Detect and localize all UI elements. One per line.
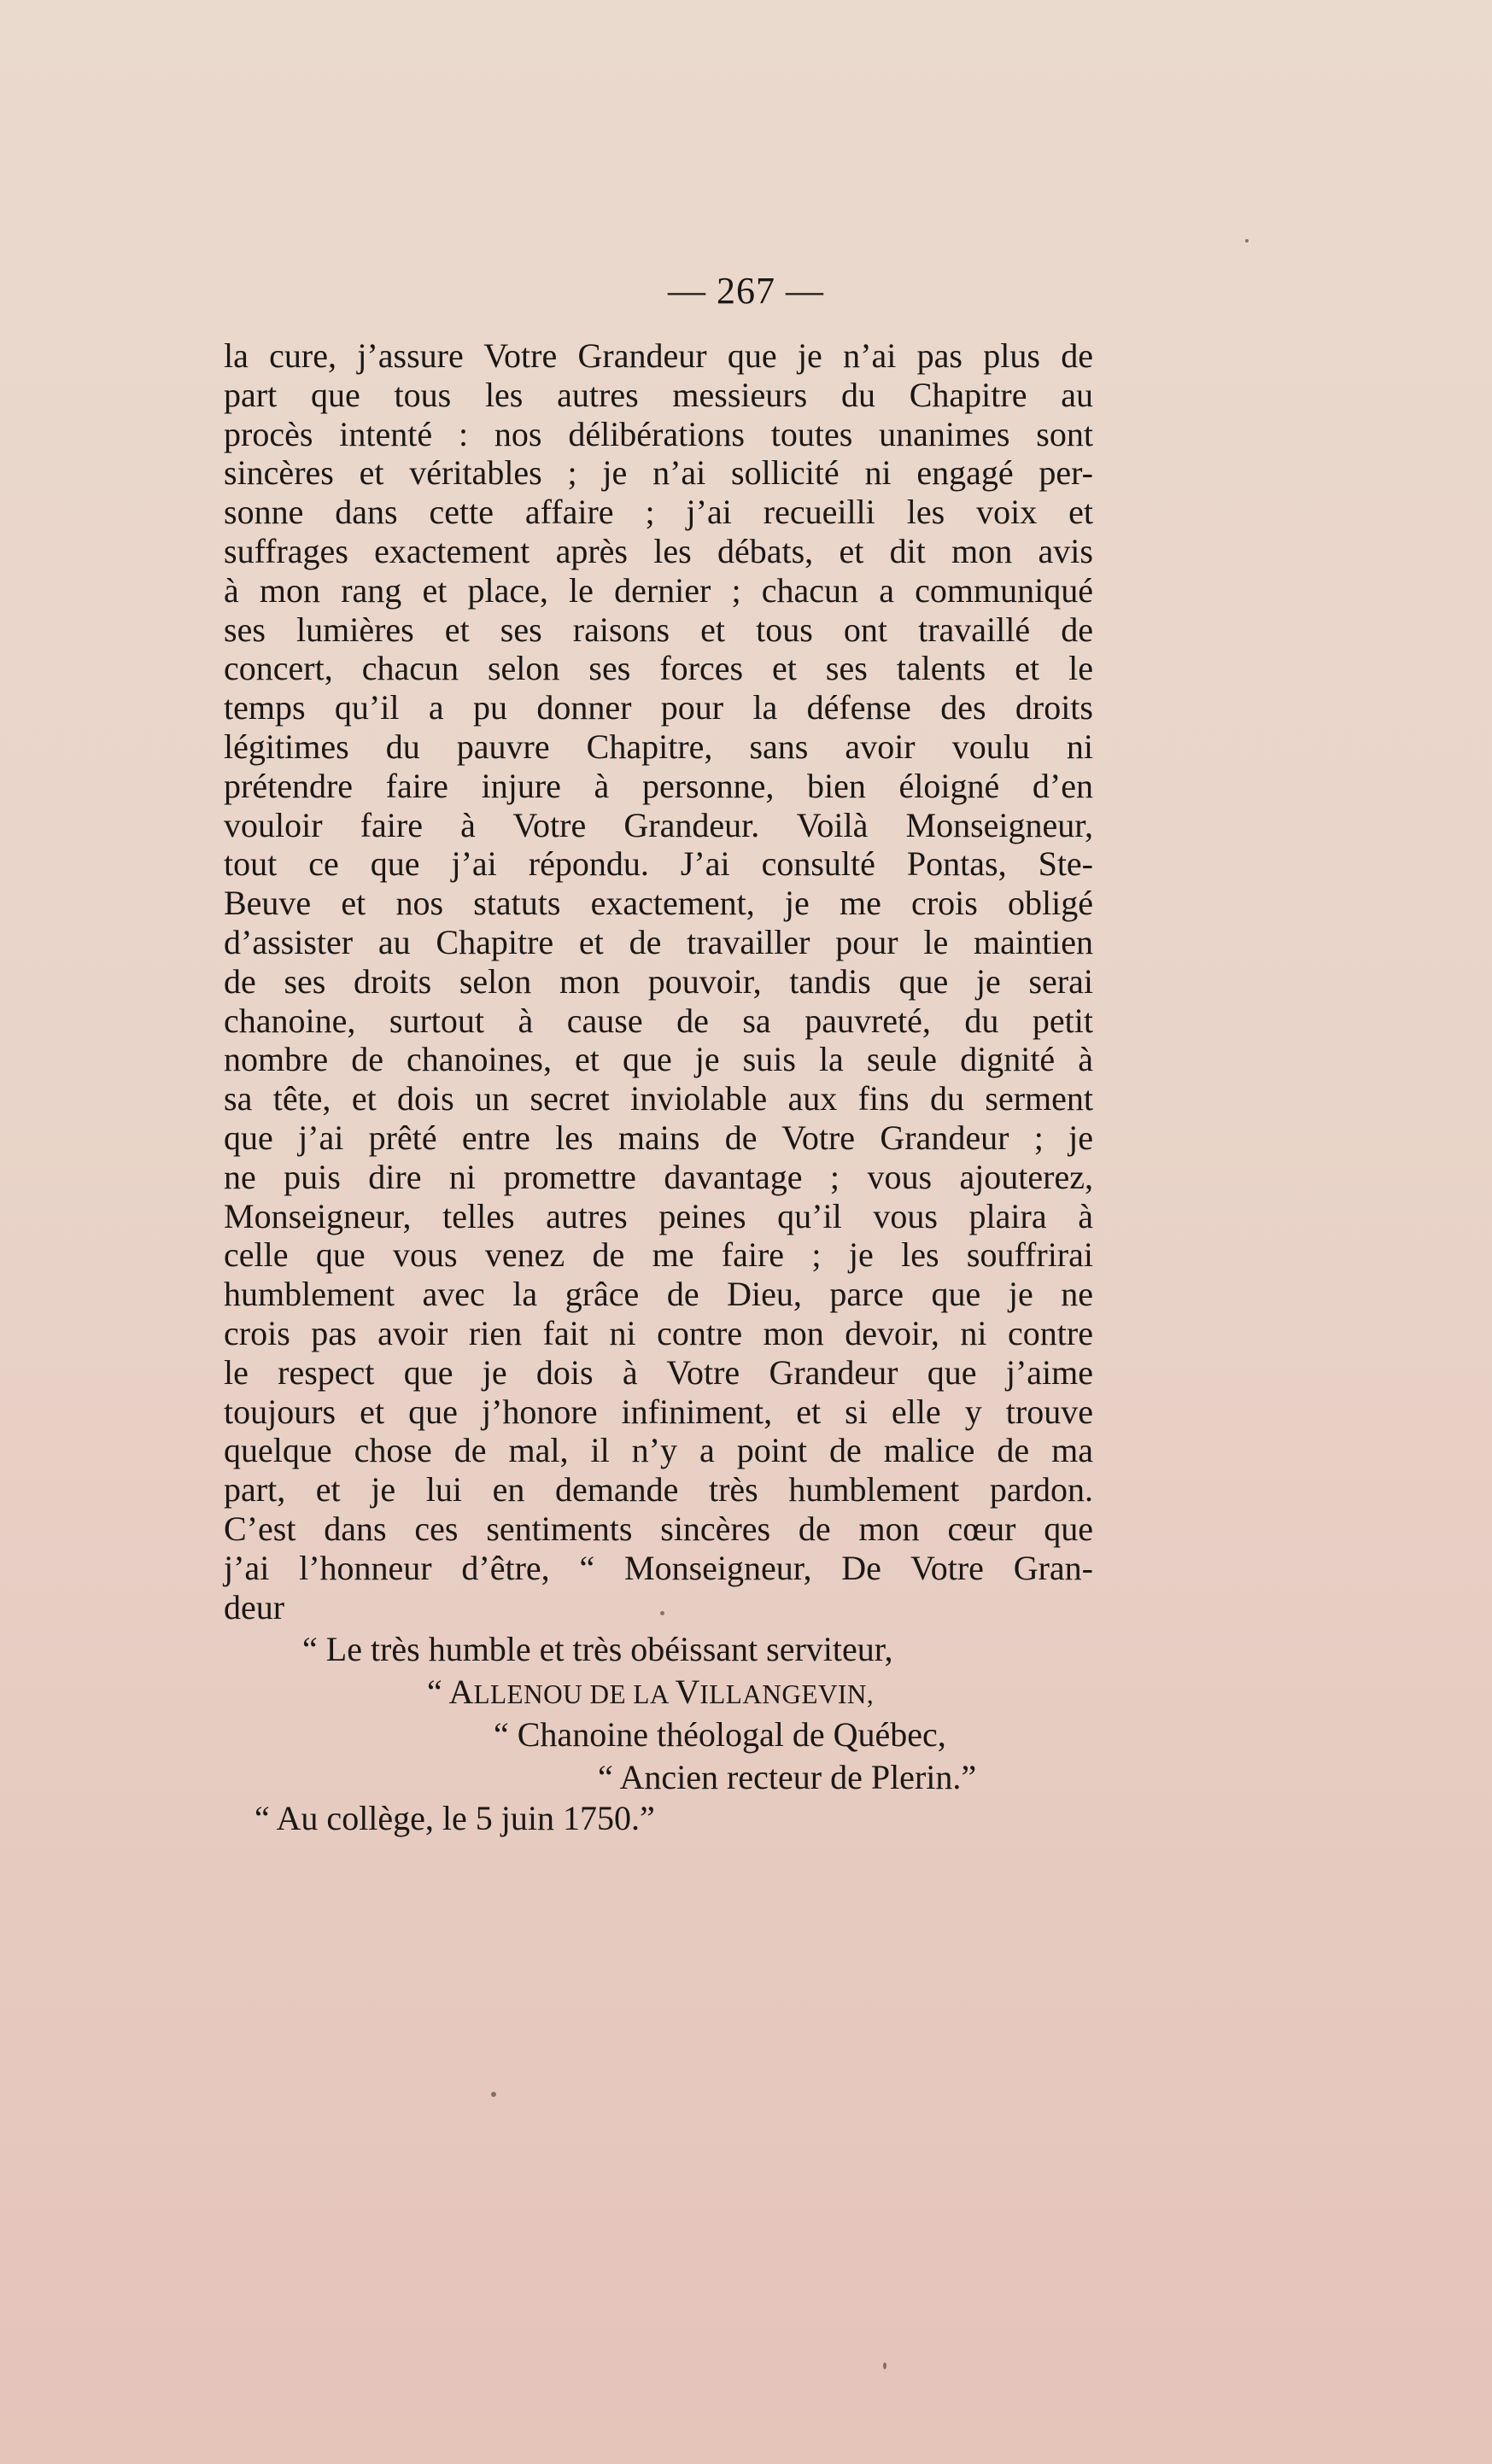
paper-speck	[1245, 239, 1249, 242]
body-line: sonne dans cette affaire ; j’ai recueilli les voix et	[224, 493, 1093, 532]
page-number: — 267 —	[668, 270, 824, 312]
body-line: le respect que je dois à Votre Grandeur que j’aime	[224, 1352, 1093, 1392]
body-line: ses lumières et ses raisons et tous ont travaillé de	[224, 610, 1093, 649]
body-line: ne puis dire ni promettre davantage ; vous ajouterez,	[224, 1157, 1093, 1196]
signature-initial: A	[448, 1673, 474, 1711]
body-line: Monseigneur, telles autres peines qu’il vous plaira à	[224, 1196, 1093, 1235]
paper-speck	[660, 1611, 664, 1615]
letter-dateline: “ Au collège, le 5 juin 1750.”	[255, 1799, 655, 1837]
body-line: prétendre faire injure à personne, bien éloigné d’en	[224, 766, 1093, 805]
body-line: que j’ai prêté entre les mains de Votre Grandeur ; je	[224, 1118, 1093, 1157]
signature-title: “ Chanoine théologal de Québec,	[494, 1715, 946, 1754]
body-line: celle que vous venez de me faire ; je les souffrirai	[224, 1235, 1093, 1275]
body-line: C’est dans ces sentiments sincères de mon cœur que	[224, 1509, 1093, 1548]
body-line: crois pas avoir rien fait ni contre mon devoir, ni contre	[224, 1313, 1093, 1352]
body-line: nombre de chanoines, et que je suis la seule dignité à	[224, 1040, 1093, 1079]
body-line: part, et je lui en demande très humblement pardon.	[224, 1470, 1093, 1509]
body-line: temps qu’il a pu donner pour la défense des droits	[224, 688, 1093, 727]
body-line: part que tous les autres messieurs du Chapitre au	[224, 375, 1093, 414]
body-line: suffrages exactement après les débats, et dit mon avis	[224, 531, 1093, 570]
body-line: de ses droits selon mon pouvoir, tandis que je serai	[224, 961, 1093, 1001]
body-line: tout ce que j’ai répondu. J’ai consulté Pontas, Ste-	[224, 844, 1093, 884]
body-line: quelque chose de mal, il n’y a point de malice de ma	[224, 1431, 1093, 1470]
body-line: procès intenté : nos délibérations toutes unanimes sont	[224, 414, 1093, 453]
body-line: toujours et que j’honore infiniment, et si elle y trouve	[224, 1392, 1093, 1431]
body-line: légitimes du pauvre Chapitre, sans avoir voulu ni	[224, 727, 1093, 766]
body-line: chanoine, surtout à cause de sa pauvreté, du petit	[224, 1001, 1093, 1040]
body-line: deur	[224, 1587, 285, 1626]
body-line: concert, chacun selon ses forces et ses talents et le	[224, 649, 1093, 688]
paper-speck	[883, 2362, 886, 2369]
body-line: sa tête, et dois un secret inviolable aux fins du serment	[224, 1079, 1093, 1118]
body-line: Beuve et nos statuts exactement, je me crois obligé	[224, 884, 1093, 923]
body-line: d’assister au Chapitre et de travailler pour le maintien	[224, 922, 1093, 961]
signature-former-role: “ Ancien recteur de Plerin.”	[598, 1758, 977, 1796]
signature-part: LLENOU DE LA	[473, 1679, 676, 1709]
signature-quote: “	[427, 1673, 449, 1711]
body-line: la cure, j’assure Votre Grandeur que je n’ai pas plus de	[224, 336, 1093, 375]
closing-salutation: “ Le très humble et très obéissant serviteur,	[302, 1630, 893, 1668]
paper-speck	[491, 2092, 496, 2097]
signature-name	[427, 1672, 874, 1715]
body-line: vouloir faire à Votre Grandeur. Voilà Monseigneur,	[224, 805, 1093, 844]
body-line: humblement avec la grâce de Dieu, parce que je ne	[224, 1275, 1093, 1314]
signature-initial: V	[675, 1673, 700, 1711]
body-line: j’ai l’honneur d’être, “ Monseigneur, De Votre Gran-	[224, 1548, 1093, 1587]
body-line: à mon rang et place, le dernier ; chacun a communiqué	[224, 570, 1093, 610]
letter-body	[224, 336, 1093, 1626]
body-line: sincères et véritables ; je n’ai sollicité ni engagé per-	[224, 453, 1093, 493]
signature-part: ILLANGEVIN,	[699, 1679, 875, 1709]
